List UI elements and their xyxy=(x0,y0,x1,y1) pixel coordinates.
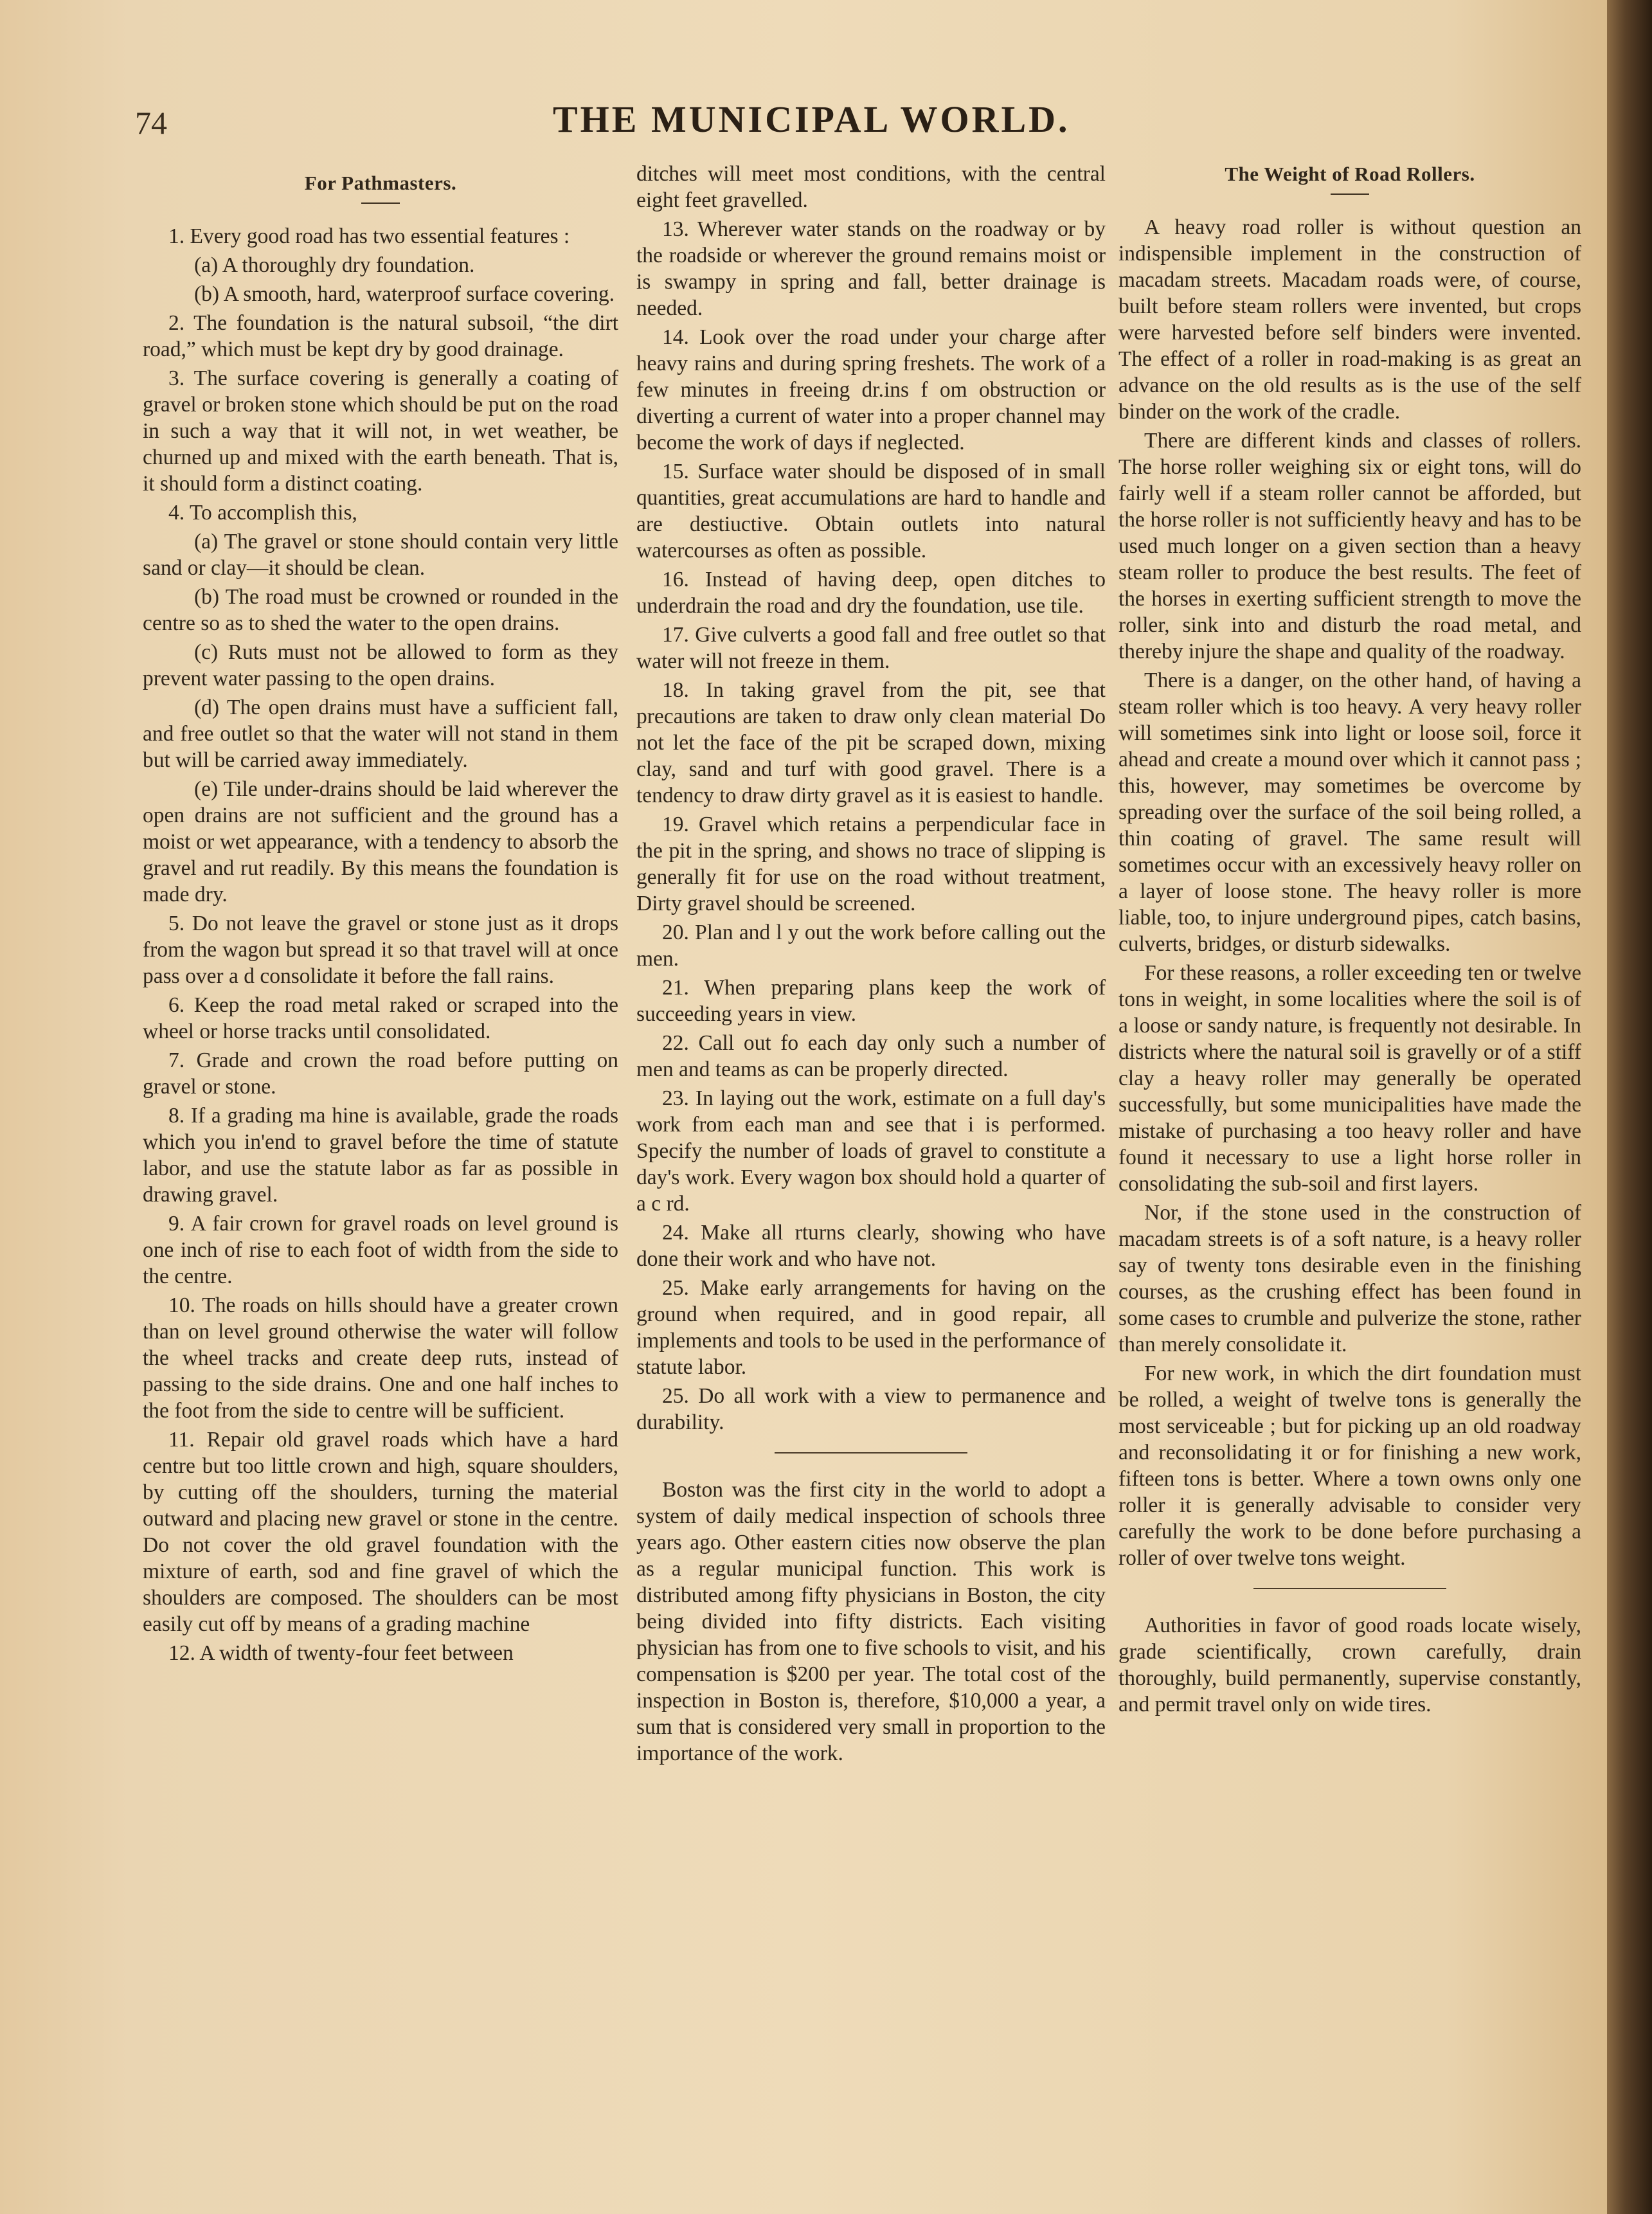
paragraph: 24. Make all rturns clearly, showing who have done their work and who have not. xyxy=(636,1221,1106,1271)
paragraph: 7. Grade and crown the road before putting on gravel or stone. xyxy=(143,1048,618,1099)
title-rule xyxy=(361,203,400,204)
paragraph: There are different kinds and classes of rollers. The horse roller weighing six or eight tons, will do fairly well if a steam roller cannot be afforded, but the horse roller is not sufficiently heavy and has to be used much longer on a given section than a heavy steam roller to produce the best results. The feet of the horses in exerting sufficient strength to move the roller, sink into and disturb the road metal, and thereby injure the shape and quality of the roadway. xyxy=(1118,429,1581,663)
paragraph: 25. Do all work with a view to permanence and durability. xyxy=(636,1384,1106,1434)
paragraph: 5. Do not leave the gravel or stone just as it drops from the wagon but spread it so that travel will at once pass over a d consolidate it before the fall rains. xyxy=(143,912,618,988)
paragraph: 8. If a grading ma hine is available, grade the roads which you in'end to gravel before the time of statute labor, and use the statute labor as far as possible in drawing gravel. xyxy=(143,1104,618,1207)
paragraph: 15. Surface water should be disposed of in small quantities, great accumulations are hard to handle and are destiuctive. Obtain outlets into natural watercourses as often as possible. xyxy=(636,460,1106,562)
paragraph: (a) The gravel or stone should contain very little sand or clay—it should be clean. xyxy=(143,530,618,580)
page-number: 74 xyxy=(135,105,167,141)
paragraph: (b) The road must be crowned or rounded in the centre so as to shed the water to the open drains. xyxy=(143,585,618,635)
paragraph: (c) Ruts must not be allowed to form as they prevent water passing to the open drains. xyxy=(143,640,618,690)
title-rule xyxy=(1331,194,1369,195)
paragraph: 23. In laying out the work, estimate on a full day's work from each man and see that i is performed. Specify the number of loads of gravel to constitute a day's work. Every wagon box should hold a quarter of a c rd. xyxy=(636,1086,1106,1216)
section-divider xyxy=(1253,1588,1446,1589)
running-title: THE MUNICIPAL WORLD. xyxy=(553,98,1070,140)
paragraph: 21. When preparing plans keep the work of succeeding years in view. xyxy=(636,976,1106,1026)
paragraph: 19. Gravel which retains a perpendicular face in the pit in the spring, and shows no trace of slipping is generally fit for use on the road without treatment, Dirty gravel should be screened. xyxy=(636,813,1106,915)
article-title-rollers: The Weight of Road Rollers. xyxy=(1225,163,1475,185)
paragraph: (a) A thoroughly dry foundation. xyxy=(194,253,475,277)
paragraph: For these reasons, a roller exceeding ten or twelve tons in weight, in some localities where the soil is of a loose or sandy nature, is frequently not desirable. In districts where the natural soil is gravelly or of a stiff clay a heavy roller may generally be operated successfully, but some municipalities have made the mistake of purchasing a too heavy roller and have found it necessary to use a light horse roller in consolidating the sub-soil and first layers. xyxy=(1118,961,1581,1196)
paragraph: 25. Make early arrangements for having on the ground when required, and in good repair, all implements and tools to be used in the performance of statute labor. xyxy=(636,1276,1106,1379)
paragraph: 3. The surface covering is generally a coating of gravel or broken stone which should be put on the road in such a way that it will not, in wet weather, be churned up and mixed with the earth beneath. That is, it should form a distinct coating. xyxy=(143,366,618,496)
paragraph: 11. Repair old gravel roads which have a hard centre but too little crown and high, square shoulders, by cutting off the shoulders, turning the material outward and placing new gravel or stone in the centre. Do not cover the old gravel foundation with the mixture of earth, sod and fine gravel of which the shoulders are composed. The shoulders can be most easily cut off by means of a grading machine xyxy=(143,1428,618,1636)
paragraph: (d) The open drains must have a sufficient fall, and free outlet so that the water will not stand in them but will be carried away immediately. xyxy=(143,696,618,772)
boston-paragraph: Boston was the first city in the world to adopt a system of daily medical inspection of schools three years ago. Other eastern cities now observe the plan as a regular municipal function. This work is distributed among fifty physicians in Boston, the city being divided into fifty districts. Each visiting physician has from one to five schools to visit, and his compensation is $200 per year. The total cost of the inspection in Boston is, therefore, $10,000 a year, a sum that is considered very small in proportion to the importance of the work. xyxy=(636,1478,1106,1765)
paragraph: 13. Wherever water stands on the roadway or by the roadside or wherever the ground remains moist or is swampy in spring and fall, better drainage is needed. xyxy=(636,217,1106,320)
paragraph: 16. Instead of having deep, open ditches to underdrain the road and dry the foundation, use tile. xyxy=(636,568,1106,618)
paragraph: For new work, in which the dirt foundation must be rolled, a weight of twelve tons is generally the most serviceable ; but for picking up an old roadway and reconsolidating it or for finishing a new work, fifteen tons is better. Where a town owns only one roller it is generally advisable to consider very carefully the work to be done before purchasing a roller of over twelve tons weight. xyxy=(1118,1362,1581,1570)
paragraph: 9. A fair crown for gravel roads on level ground is one inch of rise to each foot of width from the side to the centre. xyxy=(143,1212,618,1288)
column-1 xyxy=(143,161,618,1669)
paragraph: 10. The roads on hills should have a greater crown than on level ground otherwise the water will follow the wheel tracks and create deep ruts, instead of passing to the side drains. One and one half inches to the foot from the side to centre will be sufficient. xyxy=(143,1293,618,1423)
paragraph: 17. Give culverts a good fall and free outlet so that water will not freeze in them. xyxy=(636,623,1106,673)
paragraph: 14. Look over the road under your charge after heavy rains and during spring freshets. The work of a few minutes in freeing dr.ins f om obstruction or diverting a current of water into a proper channel may become the work of days if neglected. xyxy=(636,325,1106,455)
column-3 xyxy=(1118,161,1581,1720)
page-header xyxy=(0,96,1607,154)
paragraph: 6. Keep the road metal raked or scraped into the wheel or horse tracks until consolidated. xyxy=(143,993,618,1043)
column-2 xyxy=(636,161,1106,1769)
paragraph: 1. Every good road has two essential features : xyxy=(168,224,570,248)
paragraph: (e) Tile under-drains should be laid wherever the open drains are not sufficient and the ground has a moist or wet appearance, with a tendency to absorb the gravel and rut readily. By this means the foundation is made dry. xyxy=(143,777,618,906)
paragraph: 2. The foundation is the natural subsoil, “the dirt road,” which must be kept dry by good drainage. xyxy=(143,311,618,361)
paragraph: ditches will meet most conditions, with the central eight feet gravelled. xyxy=(636,162,1106,212)
paragraph: Nor, if the stone used in the construction of macadam streets is of a soft nature, is a heavy roller say of twenty tons desirable even in the finishing courses, as the crushing effect has been found in some cases to crumble and pulverize the stone, rather than merely consolidate it. xyxy=(1118,1201,1581,1356)
paragraph: 12. A width of twenty-four feet between xyxy=(168,1641,514,1665)
section-divider xyxy=(775,1452,967,1454)
paragraph: 4. To accomplish this, xyxy=(168,501,357,525)
paragraph: 18. In taking gravel from the pit, see that precautions are taken to draw only clean material Do not let the face of the pit be scraped down, mixing clay, sand and turf with good gravel. There is a tendency to draw dirty gravel as it is easiest to handle. xyxy=(636,678,1106,807)
paragraph: 20. Plan and l y out the work before calling out the men. xyxy=(636,921,1106,971)
paragraph: 22. Call out fo each day only such a number of men and teams as can be properly directed. xyxy=(636,1031,1106,1081)
paragraph: There is a danger, on the other hand, of having a steam roller which is too heavy. A very heavy roller will sometimes sink into light or loose soil, force it ahead and create a mound over which it cannot pass ; this, however, may sometimes be overcome by spreading over the surface of the soil being rolled, a thin coating of gravel. The same result will sometimes occur with an excessively heavy roller on a layer of loose stone. The heavy roller is more liable, too, to injure underground pipes, catch basins, culverts, bridges, or disturb sidewalks. xyxy=(1118,669,1581,956)
book-spine xyxy=(1607,0,1652,2214)
article-title-pathmasters: For Pathmasters. xyxy=(304,172,457,194)
good-roads-paragraph: Authorities in favor of good roads locate wisely, grade scientifically, crown carefully, drain thoroughly, build permanently, supervise constantly, and permit travel only on wide tires. xyxy=(1118,1614,1581,1716)
paragraph: (b) A smooth, hard, waterproof surface covering. xyxy=(194,282,615,306)
paragraph: A heavy road roller is without question an indispensible implement in the construction of macadam streets. Macadam roads were, of course, built before steam rollers were invented, but crops were harvested before self binders were invented. The effect of a roller in road-making is as great an advance on the old results as is the use of the self binder on the work of the cradle. xyxy=(1118,215,1581,424)
